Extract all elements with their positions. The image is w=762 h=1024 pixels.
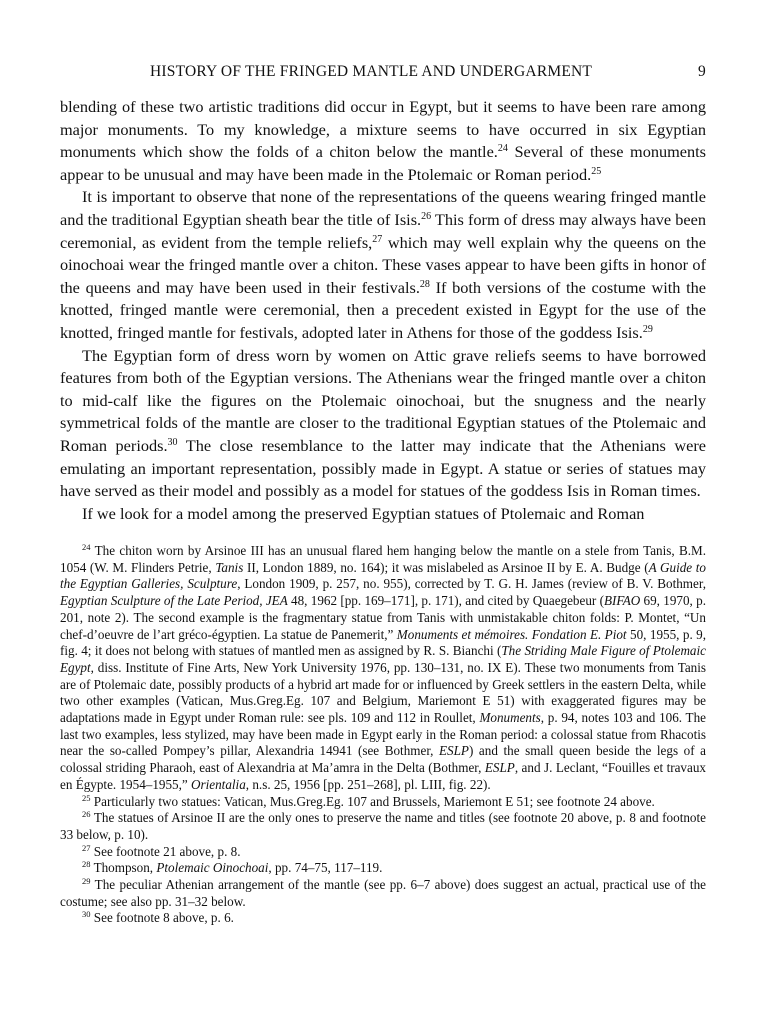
text-run: The peculiar Athenian arrangement of the mantle (see pp. 6–7 above) does suggest an actual, practical use of the costume; see also pp. 31–32 below. <box>60 877 706 909</box>
text-run: It is important to observe that none of the representations of the queens wearing fringed mantle and the traditional Egyptian sheath bear the title of Isis. <box>60 187 706 229</box>
body-paragraph <box>60 503 706 526</box>
text-run: , p. 94, notes 103 and 106. The last two examples, less stylized, may have been made in Egypt early in the Roman period: a colossal statue from Rhacotis near the so-called Pompey’s pillar, Alexandria 14941 (see Bothmer, <box>60 710 706 759</box>
footnote-number: 28 <box>82 859 91 870</box>
italic-citation: Orientalia <box>191 776 246 792</box>
footnote-number: 24 <box>82 542 91 552</box>
running-title: HISTORY OF THE FRINGED MANTLE AND UNDERGARMENT <box>150 63 593 80</box>
footnote <box>60 810 706 843</box>
footnote-number: 25 <box>82 792 91 803</box>
text-run: ) and the small queen beside the legs of a colossal striding Pharaoh, east of Alexandria at Ma’amra in the Delta (Bothmer, <box>60 743 706 776</box>
text-run: The statues of Arsinoe II are the only ones to preserve the name and titles (see footnote 20 above, p. 8 and footnote 33 below, p. 10). <box>60 810 706 842</box>
body-paragraph <box>60 345 706 503</box>
footnote-reference: 30 <box>167 436 178 448</box>
text-run: blending of these two artistic traditions did occur in Egypt, but it seems to have been rare among major monuments. To my knowledge, a mixture seems to have occurred in six Egyptian monuments which show the folds of a chiton below the mantle. <box>60 97 706 162</box>
text-run: 69, 1970, p. 201, note 2). The second example is the fragmentary statue from Tanis with unmistakable chiton folds: P. Montet, “Un chef-d’oeuvre de l’art gréco-égyptien. La statue de Panemerit,” <box>60 593 706 642</box>
footnote <box>60 844 706 861</box>
body-paragraph <box>60 186 706 344</box>
footnote-reference: 26 <box>421 210 432 222</box>
body-text <box>60 96 706 525</box>
text-run: See footnote 8 above, p. 6. <box>93 910 234 926</box>
text-run: , pp. 74–75, 117–119. <box>268 860 383 876</box>
italic-citation: ESLP <box>484 760 515 776</box>
text-run: , n.s. 25, 1956 [pp. 251–268], pl. LIII, fig. 22). <box>245 776 491 792</box>
text-run: Particularly two statues: Vatican, Mus.Greg.Eg. 107 and Brussels, Mariemont E 51; see footnote 24 above. <box>93 793 655 809</box>
text-run: Thompson, <box>93 860 157 876</box>
footnote-reference: 29 <box>642 323 653 335</box>
text-run: 50, 1955, p. 9, fig. 4; it does not belong with statues of mantled men as assigned by R. S. Bianchi ( <box>60 626 707 659</box>
italic-citation: Tanis <box>215 559 244 575</box>
italic-citation: The Striding Male Figure of Ptolemaic Egypt <box>60 643 706 675</box>
text-run: II, London 1889, no. 164); it was mislabeled as Arsinoe II by E. A. Budge ( <box>243 559 649 575</box>
footnote <box>60 860 706 877</box>
footnote <box>60 877 706 910</box>
footnote-number: 27 <box>82 842 91 853</box>
footnote-reference: 27 <box>372 233 383 245</box>
page-number: 9 <box>698 63 706 80</box>
text-run: See footnote 21 above, p. 8. <box>93 843 241 859</box>
text-run: This form of dress may always have been ceremonial, as evident from the temple reliefs, <box>60 209 706 252</box>
text-run: which may well explain why the queens on the oinochoai wear the fringed mantle over a chiton. These vases appear to have been gifts in honor of the queens and may have been used in their festivals. <box>60 232 707 297</box>
footnote-number: 30 <box>82 909 91 920</box>
text-run: The close resemblance to the latter may indicate that the Athenians were emulating an important representation, possibly made in Egypt. A statue or series of statues may have served as their model and possibly as a model for statues of the goddess Isis in Roman times. <box>60 435 706 501</box>
text-run: , diss. Institute of Fine Arts, New York University 1976, pp. 130–131, no. IX E). These two monuments from Tanis are of Ptolemaic date, possibly products of a hybrid art made for or influenced by Greek settlers in the eastern Delta, while two other examples (Vatican, Mus.Greg.Eg. 107 and Belgium, Mariemont E 51) with exaggerated figures may be adaptations made in Egypt under Roman rule: see pls. 109 and 112 in Roullet, <box>60 659 706 726</box>
text-run: The Egyptian form of dress worn by women on Attic grave reliefs seems to have borrowed features from both of the Egyptian versions. The Athenians wear the fringed mantle over a chiton to mid-calf like the figures on the Ptolemaic oinochoai, but the snugness and the nearly symmetrical folds of the mantle are closer to the traditional Egyptian statues of the Ptolemaic and Roman periods. <box>60 345 706 455</box>
italic-citation: Monuments et mémoires. Fondation E. Piot <box>396 626 627 642</box>
italic-citation: Ptolemaic Oinochoai <box>156 860 269 876</box>
footnote-number: 29 <box>82 876 91 887</box>
footnote <box>60 794 706 811</box>
text-run: Several of these monuments appear to be unusual and may have been made in the Ptolemaic or Roman period. <box>60 142 707 184</box>
italic-citation: A Guide to the Egyptian Galleries, Sculpture <box>60 559 706 592</box>
footnote <box>60 910 706 927</box>
footnote-number: 26 <box>82 809 91 820</box>
italic-citation: ESLP <box>439 743 469 759</box>
text-run: If both versions of the costume with the knotted, fringed mantle were ceremonial, then a precedent existed in Egypt for the use of the knotted, fringed mantle for festivals, adopted later in Athens for those of the goddess Isis. <box>60 277 706 342</box>
text-run: If we look for a model among the preserved Egyptian statues of Ptolemaic and Roman <box>82 503 645 523</box>
footnotes <box>60 543 706 927</box>
footnote <box>60 543 706 794</box>
footnote-reference: 24 <box>497 143 508 155</box>
text-run: , London 1909, p. 257, no. 955), corrected by T. G. H. James (review of B. V. Bothmer, <box>237 576 706 592</box>
italic-citation: BIFAO <box>603 593 641 609</box>
italic-citation: Egyptian Sculpture of the Late Period, JEA <box>60 593 288 609</box>
text-run: The chiton worn by Arsinoe III has an unusual flared hem hanging below the mantle on a stele from Tanis, B.M. 1054 (W. M. Flinders Petrie, <box>60 543 706 575</box>
footnote-reference: 25 <box>591 165 602 177</box>
text-run: 48, 1962 [pp. 169–171], p. 171), and cited by Quaegebeur ( <box>287 593 604 609</box>
italic-citation: Monuments <box>479 710 541 726</box>
footnote-reference: 28 <box>419 278 430 290</box>
text-run: , and J. Leclant, “Fouilles et travaux en Égypte. 1954–1955,” <box>60 760 706 792</box>
body-paragraph <box>60 96 706 186</box>
